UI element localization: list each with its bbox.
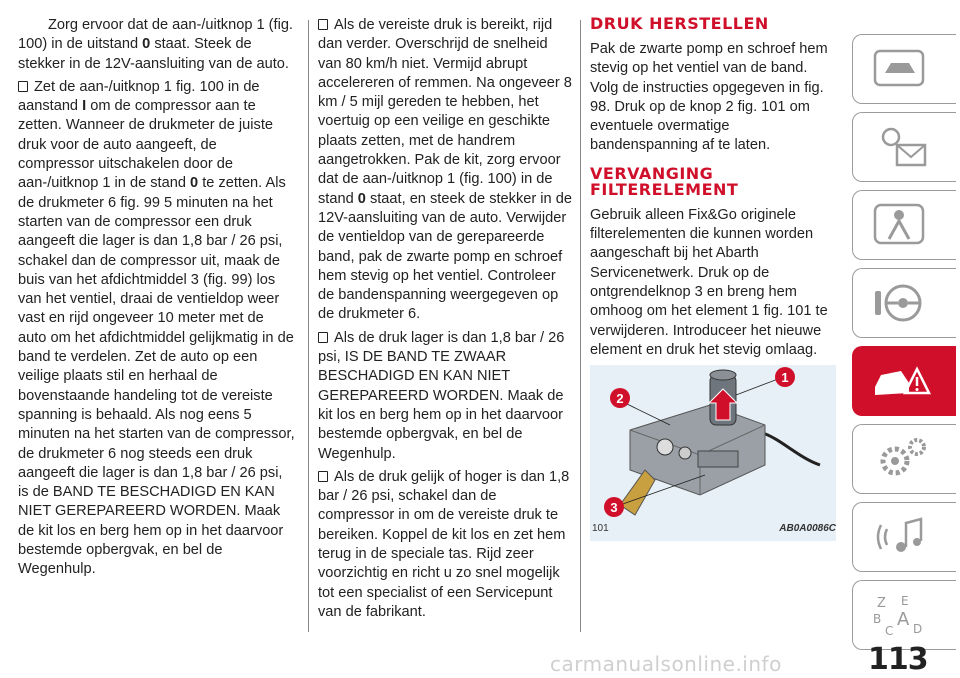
svg-text:1: 1 bbox=[781, 370, 789, 385]
column-divider bbox=[580, 20, 581, 632]
svg-text:E: E bbox=[901, 594, 909, 608]
svg-text:A: A bbox=[897, 609, 910, 630]
tab-safety[interactable] bbox=[852, 190, 956, 260]
figure-caption bbox=[590, 523, 836, 539]
svg-text:B: B bbox=[873, 612, 882, 626]
tab-warning-lights[interactable] bbox=[852, 112, 956, 182]
bullet-paragraph: Zet de aan-/uitknop 1 fig. 100 in de aanstand I om de compressor aan te zetten. Wanneer de drukmeter de juiste druk voor de auto aangeeft, de compressor uitschakelen door de aan-/uitknop 1 in de stand 0 te zetten. Als de drukmeter 6 fig. 99 5 minuten na het starten van de compressor een druk aangeeft die lager is dan 1,8 bar / 26 psi, schakel dan de compressor uit, maak de buis van het afdichtmiddel 3 (fig. 99) los van het ventiel, draai de ventieldop weer vast en rijd ongeveer 10 meter met de auto om het afdichtmiddel gelijkmatig in de band te verdelen. Zet de auto op een veilige plaats stil en herhaal de bovenstaande handeling tot de vereiste spanning is behaald. Als nog eens 5 minuten na het starten van de compressor, de drukmeter 6 nog steeds een druk aangeeft die lager is dan 1,8 bar / 26 psi, is de BAND TE BESCHADIGD EN KAN NIET GEREPAREERD WORDEN. Maak de kit los en berg hem op in het daarvoor bestemde opbergvak, en bel de Wegenhulp. bbox=[18, 78, 295, 578]
paragraph: Gebruik alleen Fix&Go originele filterelementen die kunnen worden aangeschaft bij het Abarth Servicenetwerk. Druk op de ontgrendelknop 3 en breng hem omhoog om het element 1 fig. 101 te verwijderen. Introduceer het nieuwe element en druk het stevig omlaag. bbox=[590, 206, 828, 358]
watermark: carmanualsonline.info bbox=[550, 652, 782, 676]
bullet-paragraph: Als de druk gelijk of hoger is dan 1,8 bar / 26 psi, schakel dan de compressor in om de vereiste druk te bereiken. Koppel de kit los en zet hem terug in de speciale tas. Rijd zeer voorzichtig en richt u zo snel mogelijk tot een specialist of een Servicepunt van de fabrikant. bbox=[318, 468, 570, 620]
svg-text:3: 3 bbox=[610, 500, 618, 515]
car-emergency-icon bbox=[871, 355, 931, 405]
car-dashboard-icon bbox=[871, 43, 931, 93]
svg-text:D: D bbox=[913, 622, 923, 636]
compressor-illustration bbox=[590, 365, 836, 523]
right-column bbox=[590, 16, 830, 364]
bullet-box-icon bbox=[318, 471, 328, 482]
section-heading: DRUK HERSTELLEN bbox=[590, 14, 769, 33]
svg-text:C: C bbox=[885, 624, 894, 638]
svg-text:Z: Z bbox=[877, 596, 886, 611]
figure-number: 101 bbox=[592, 523, 609, 534]
page-number: 113 bbox=[868, 642, 928, 677]
alphabetical-index-icon bbox=[871, 589, 931, 639]
paragraph: Pak de zwarte pomp en schroef hem stevig op het ventiel van de band. Volg de instructies opgegeven in fig. 98. Druk op de knop 2 fig. 101 om eventuele overmatige bandenspanning af te laten. bbox=[590, 41, 828, 154]
seatbelt-safety-icon bbox=[871, 199, 931, 249]
bullet-box-icon bbox=[318, 332, 328, 343]
chapter-tabs bbox=[852, 34, 960, 658]
multimedia-icon bbox=[871, 511, 931, 561]
steering-wheel-icon bbox=[871, 277, 931, 327]
bullet-paragraph: Als de druk lager is dan 1,8 bar / 26 psi, IS DE BAND TE ZWAAR BESCHADIGD EN KAN NIET GEREPAREERD WORDEN. Maak de kit los en berg hem op in het daarvoor bestemde opbergvak, en bel de Wegenhulp. bbox=[318, 329, 565, 462]
tab-maintenance[interactable] bbox=[852, 424, 956, 494]
middle-column bbox=[318, 16, 574, 626]
left-column bbox=[18, 16, 296, 584]
tab-driving[interactable] bbox=[852, 268, 956, 338]
section-heading: VERVANGING FILTERELEMENT bbox=[590, 163, 739, 199]
compressor-figure bbox=[590, 365, 836, 541]
figure-code: AB0A0086C bbox=[779, 523, 836, 534]
tab-multimedia[interactable] bbox=[852, 502, 956, 572]
warning-lights-icon bbox=[871, 121, 931, 171]
svg-text:2: 2 bbox=[616, 391, 624, 406]
tab-index[interactable] bbox=[852, 580, 956, 650]
bullet-box-icon bbox=[18, 81, 28, 92]
paragraph: Zorg ervoor dat de aan-/uitknop 1 (fig. 100) in de uitstand 0 staat. Steek de stekker in de 12V-aansluiting van de auto. bbox=[18, 17, 293, 72]
tab-emergency[interactable] bbox=[852, 346, 956, 416]
bullet-box-icon bbox=[318, 19, 328, 30]
bullet-paragraph: Als de vereiste druk is bereikt, rijd dan verder. Overschrijd de snelheid van 80 km/h niet. Vermijd abrupt accelereren of remmen. Na ongeveer 8 km / 5 mijl gereden te hebben, het voertuig op een veilige en geschikte plaats zetten, met de handrem aangetrokken. Pak de kit, zorg ervoor dat de aan-/uitknop 1 (fig. 100) in de stand 0 staat, en steek de stekker in de 12V-aansluiting van de auto. Verwijder de ventieldop van de gerepareerde band, pak de zwarte pomp en schroef hem stevig op het ventiel. Controleer de bandenspanning weergegeven op de drukmeter 6. bbox=[318, 17, 572, 323]
column-divider bbox=[308, 20, 309, 632]
maintenance-gears-icon bbox=[871, 433, 931, 483]
tab-dashboard[interactable] bbox=[852, 34, 956, 104]
